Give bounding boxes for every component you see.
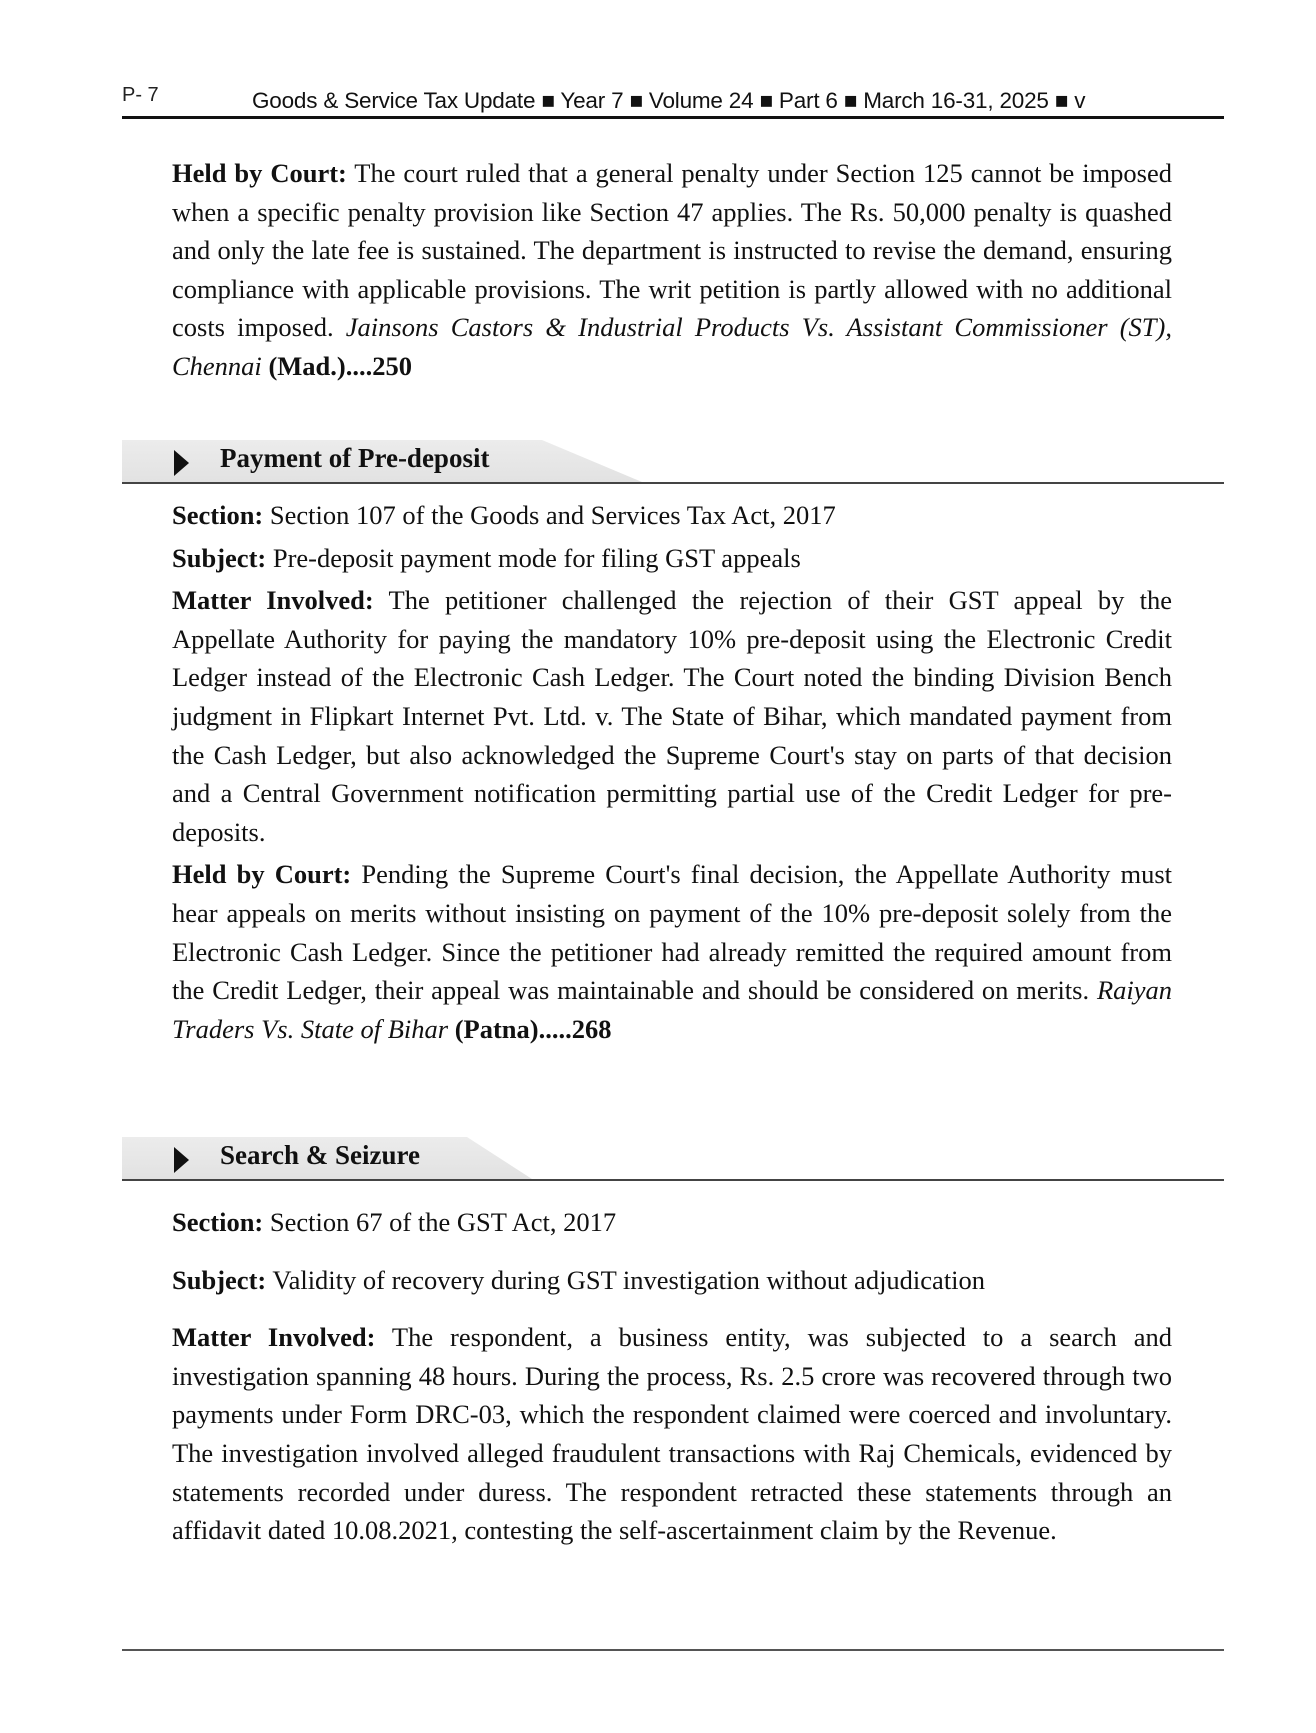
section-label: Section: xyxy=(172,1207,264,1237)
matter-paragraph xyxy=(172,1318,1172,1550)
subject-label: Subject: xyxy=(172,542,267,573)
held-text: The court ruled that a general penalty under Section 125 cannot be imposed when a specific penalty provision like Section 47 applies. The Rs. 50,000 penalty is quashed and only the late fee is sustained. The department is instructed to revise the demand, ensuring compliance with applicable provisions. The writ petition is partly allowed with no additional costs imposed. xyxy=(172,158,1172,343)
header-rule xyxy=(122,116,1224,119)
section-text: Section 67 of the GST Act, 2017 xyxy=(263,1207,617,1237)
section-rule xyxy=(122,1179,1224,1181)
citation-ref: (Mad.)....250 xyxy=(261,350,412,381)
section-rule xyxy=(122,482,1224,484)
matter-text: The petitioner challenged the rejection of their GST appeal by the Appellate Authority for paying the mandatory 10% pre-deposit using the Electronic Credit Ledger instead of the Electronic Cash Ledger. The Court noted the binding Division Bench judgment in Flipkart Internet Pvt. Ltd. v. The State of Bihar, which mandated payment from the Cash Ledger, but also acknowledged the Supreme Court's stay on parts of that decision and a Central Government notification permitting partial use of the Credit Ledger for pre-deposits. xyxy=(172,585,1172,847)
subject-label: Subject: xyxy=(172,1264,267,1295)
section-line xyxy=(172,496,1172,535)
triangle-bullet-icon xyxy=(174,450,189,476)
section-title: Search & Seizure xyxy=(220,1140,420,1170)
pre-deposit-block xyxy=(172,496,1172,1048)
running-head: Goods & Service Tax Update ■ Year 7 ■ Volume 24 ■ Part 6 ■ March 16-31, 2025 ■ v xyxy=(252,88,1086,113)
held-paragraph xyxy=(172,154,1172,386)
held-paragraph xyxy=(172,855,1172,1048)
subject-text: Validity of recovery during GST investigation without adjudication xyxy=(266,1264,986,1295)
section-title: Payment of Pre-deposit xyxy=(220,443,490,473)
section-heading-pre-deposit xyxy=(122,440,1224,484)
case-citation: Jainsons Castors & Industrial Products Vs. Assistant Commissioner (ST), Chennai xyxy=(172,312,1172,381)
citation-ref: (Patna).....268 xyxy=(448,1013,612,1044)
matter-label: Matter Involved: xyxy=(172,1322,376,1353)
footer-rule xyxy=(122,1649,1224,1651)
held-label: Held by Court: xyxy=(172,859,352,890)
held-label: Held by Court: xyxy=(172,158,347,188)
triangle-bullet-icon xyxy=(174,1147,189,1173)
section-label: Section: xyxy=(172,500,264,530)
held-text: Pending the Supreme Court's final decision, the Appellate Authority must hear appeals on merits without insisting on payment of the 10% pre-deposit solely from the Electronic Cash Ledger. Since the petitioner had already remitted the required amount from the Credit Ledger, their appeal was maintainable and should be considered on merits. xyxy=(172,859,1173,1006)
matter-label: Matter Involved: xyxy=(172,585,374,616)
search-seizure-block xyxy=(172,1203,1172,1550)
section-heading-search-seizure xyxy=(122,1137,1224,1181)
page-number: P- 7 xyxy=(122,84,159,106)
case-held-block xyxy=(172,154,1172,386)
subject-text: Pre-deposit payment mode for filing GST appeals xyxy=(266,542,801,573)
subject-line xyxy=(172,539,1172,578)
matter-paragraph xyxy=(172,581,1172,851)
subject-line xyxy=(172,1261,1172,1300)
matter-text: The respondent, a business entity, was subjected to a search and investigation spanning 48 hours. During the process, Rs. 2.5 crore was recovered through two payments under Form DRC-03, which the respondent claimed were coerced and involuntary. The investigation involved alleged fraudulent transactions with Raj Chemicals, evidenced by statements recorded under duress. The respondent retracted these statements through an affidavit dated 10.08.2021, contesting the self-ascertainment claim by the Revenue. xyxy=(172,1322,1172,1546)
case-citation: Raiyan Traders Vs. State of Bihar xyxy=(172,975,1172,1044)
section-text: Section 107 of the Goods and Services Tax Act, 2017 xyxy=(263,500,836,530)
section-line xyxy=(172,1203,1172,1242)
